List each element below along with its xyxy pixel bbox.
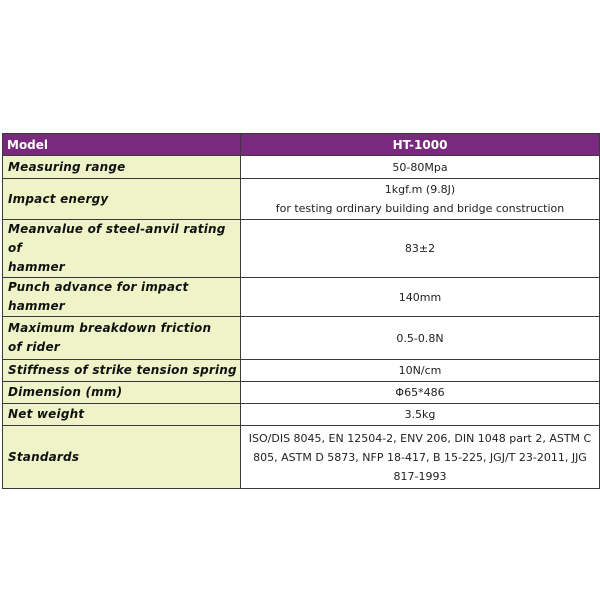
table-row: [3, 360, 600, 382]
value-line: for testing ordinary building and bridge construction: [275, 202, 565, 215]
table-row: [3, 156, 600, 179]
table-row: [3, 404, 600, 426]
value-line: 805, ASTM D 5873, NFP 18-417, B 15-225, JGJ/T 23-2011, JJG: [253, 450, 587, 464]
row-label: Measuring range: [3, 156, 241, 179]
row-value: [241, 426, 600, 489]
table-row: [3, 220, 600, 278]
row-label: Impact energy: [3, 179, 241, 220]
row-value: [241, 156, 600, 179]
table-header-row: [3, 134, 600, 156]
row-label: Standards: [3, 426, 241, 489]
row-label: Dimension (mm): [3, 382, 241, 404]
row-label: Stiffness of strike tension spring: [3, 360, 241, 382]
label-line: Meanvalue of steel-anvil rating of: [8, 222, 226, 255]
row-label: Punch advance for impact hammer: [3, 278, 241, 317]
row-label: [3, 220, 241, 278]
row-value: [241, 317, 600, 360]
value-line: 1kgf.m (9.8J): [384, 183, 456, 196]
label-line: of rider: [8, 340, 60, 354]
value-line: 83±2: [404, 242, 436, 255]
table-row: [3, 382, 600, 404]
row-value: [241, 404, 600, 426]
header-label: Model: [3, 134, 241, 156]
row-value: [241, 278, 600, 317]
table-row: [3, 278, 600, 317]
value-line: ISO/DIS 8045, EN 12504-2, ENV 206, DIN 1048 part 2, ASTM C: [248, 431, 592, 445]
value-line: 140mm: [398, 290, 442, 304]
row-label: Net weight: [3, 404, 241, 426]
value-line: Φ65*486: [395, 386, 445, 399]
value-line: 50-80Mpa: [392, 160, 448, 174]
label-line: hammer: [8, 260, 65, 274]
row-label: [3, 317, 241, 360]
value-line: 10N/cm: [398, 364, 442, 377]
header-model-value: HT-1000: [241, 134, 600, 156]
value-line: 3.5kg: [404, 408, 436, 421]
value-line: 0.5-0.8N: [396, 331, 444, 345]
row-value: [241, 360, 600, 382]
row-value: [241, 179, 600, 220]
table-row: [3, 179, 600, 220]
value-line: 817-1993: [393, 469, 447, 483]
table-row: [3, 317, 600, 360]
spec-table: [2, 133, 600, 489]
row-value: [241, 382, 600, 404]
table-row: [3, 426, 600, 489]
row-value: [241, 220, 600, 278]
label-line: Maximum breakdown friction: [8, 321, 212, 335]
